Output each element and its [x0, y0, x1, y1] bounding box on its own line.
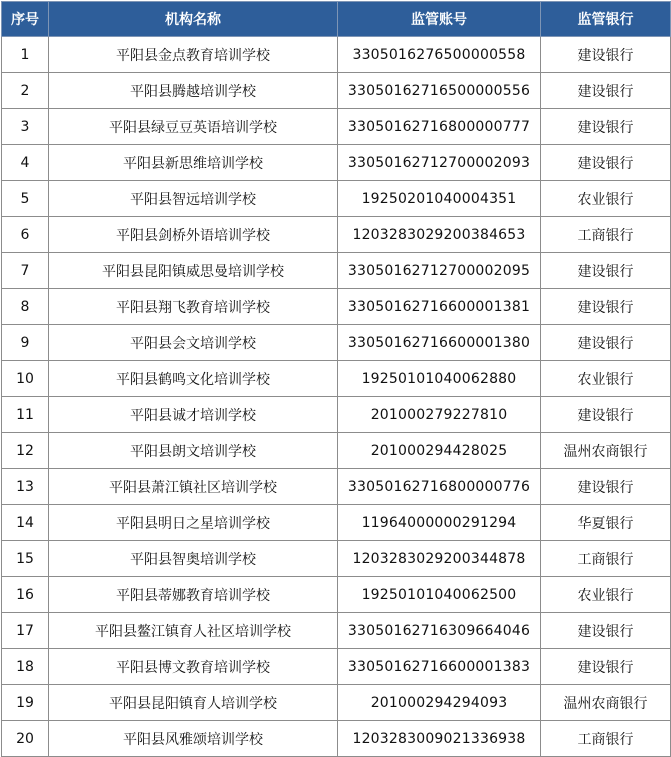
- cell-bank: 工商银行: [541, 217, 671, 253]
- cell-account: 33050162712700002095: [338, 253, 541, 289]
- cell-name: 平阳县腾越培训学校: [49, 73, 338, 109]
- cell-bank: 建设银行: [541, 73, 671, 109]
- table-row: [2, 433, 671, 469]
- cell-index: 19: [2, 685, 49, 721]
- cell-bank: 华夏银行: [541, 505, 671, 541]
- table-row: [2, 181, 671, 217]
- cell-name: 平阳县博文教育培训学校: [49, 649, 338, 685]
- cell-account: 33050162716600001383: [338, 649, 541, 685]
- cell-index: 18: [2, 649, 49, 685]
- cell-index: 4: [2, 145, 49, 181]
- table-row: [2, 649, 671, 685]
- cell-bank: 建设银行: [541, 37, 671, 73]
- cell-name: 平阳县会文培训学校: [49, 325, 338, 361]
- table-row: [2, 577, 671, 613]
- cell-bank: 建设银行: [541, 649, 671, 685]
- cell-index: 2: [2, 73, 49, 109]
- cell-name: 平阳县智远培训学校: [49, 181, 338, 217]
- cell-index: 3: [2, 109, 49, 145]
- cell-account: 11964000000291294: [338, 505, 541, 541]
- cell-name: 平阳县朗文培训学校: [49, 433, 338, 469]
- table-row: [2, 721, 671, 757]
- cell-account: 33050162716309664046: [338, 613, 541, 649]
- table-row: [2, 361, 671, 397]
- header-index: 序号: [2, 2, 49, 37]
- cell-name: 平阳县诚才培训学校: [49, 397, 338, 433]
- cell-account: 33050162712700002093: [338, 145, 541, 181]
- cell-bank: 温州农商银行: [541, 685, 671, 721]
- cell-bank: 建设银行: [541, 397, 671, 433]
- cell-index: 17: [2, 613, 49, 649]
- cell-index: 15: [2, 541, 49, 577]
- table-row: [2, 253, 671, 289]
- cell-account: 33050162716600001381: [338, 289, 541, 325]
- table-row: [2, 505, 671, 541]
- table-row: [2, 37, 671, 73]
- table-row: [2, 217, 671, 253]
- cell-account: 201000294428025: [338, 433, 541, 469]
- cell-index: 9: [2, 325, 49, 361]
- header-account: 监管账号: [338, 2, 541, 37]
- cell-account: 33050162716800000776: [338, 469, 541, 505]
- institution-table: [1, 1, 671, 757]
- cell-bank: 建设银行: [541, 145, 671, 181]
- cell-name: 平阳县翔飞教育培训学校: [49, 289, 338, 325]
- table-row: [2, 397, 671, 433]
- table-row: [2, 613, 671, 649]
- table-row: [2, 469, 671, 505]
- cell-bank: 建设银行: [541, 469, 671, 505]
- table-row: [2, 109, 671, 145]
- cell-name: 平阳县鹤鸣文化培训学校: [49, 361, 338, 397]
- cell-account: 3305016276500000558: [338, 37, 541, 73]
- cell-name: 平阳县绿豆豆英语培训学校: [49, 109, 338, 145]
- cell-index: 20: [2, 721, 49, 757]
- cell-account: 1203283029200384653: [338, 217, 541, 253]
- cell-bank: 建设银行: [541, 109, 671, 145]
- cell-name: 平阳县金点教育培训学校: [49, 37, 338, 73]
- table-row: [2, 73, 671, 109]
- table-row: [2, 541, 671, 577]
- cell-bank: 工商银行: [541, 541, 671, 577]
- table-body: [2, 37, 671, 757]
- cell-account: 201000279227810: [338, 397, 541, 433]
- cell-bank: 温州农商银行: [541, 433, 671, 469]
- cell-index: 12: [2, 433, 49, 469]
- cell-bank: 农业银行: [541, 577, 671, 613]
- cell-index: 10: [2, 361, 49, 397]
- cell-index: 11: [2, 397, 49, 433]
- cell-index: 13: [2, 469, 49, 505]
- cell-index: 14: [2, 505, 49, 541]
- cell-account: 19250101040062500: [338, 577, 541, 613]
- cell-index: 5: [2, 181, 49, 217]
- cell-bank: 农业银行: [541, 181, 671, 217]
- cell-account: 33050162716800000777: [338, 109, 541, 145]
- cell-name: 平阳县昆阳镇育人培训学校: [49, 685, 338, 721]
- cell-name: 平阳县鳌江镇育人社区培训学校: [49, 613, 338, 649]
- cell-bank: 建设银行: [541, 289, 671, 325]
- cell-account: 19250101040062880: [338, 361, 541, 397]
- cell-name: 平阳县蒂娜教育培训学校: [49, 577, 338, 613]
- header-bank: 监管银行: [541, 2, 671, 37]
- table-header-row: [2, 2, 671, 37]
- header-name: 机构名称: [49, 2, 338, 37]
- cell-name: 平阳县新思维培训学校: [49, 145, 338, 181]
- cell-name: 平阳县智奥培训学校: [49, 541, 338, 577]
- cell-account: 33050162716600001380: [338, 325, 541, 361]
- cell-name: 平阳县昆阳镇威思曼培训学校: [49, 253, 338, 289]
- cell-name: 平阳县明日之星培训学校: [49, 505, 338, 541]
- cell-name: 平阳县剑桥外语培训学校: [49, 217, 338, 253]
- cell-account: 1203283029200344878: [338, 541, 541, 577]
- cell-name: 平阳县风雅颂培训学校: [49, 721, 338, 757]
- cell-bank: 建设银行: [541, 613, 671, 649]
- cell-index: 1: [2, 37, 49, 73]
- cell-bank: 建设银行: [541, 253, 671, 289]
- cell-index: 16: [2, 577, 49, 613]
- cell-index: 7: [2, 253, 49, 289]
- cell-bank: 工商银行: [541, 721, 671, 757]
- table-row: [2, 145, 671, 181]
- table-row: [2, 325, 671, 361]
- cell-bank: 建设银行: [541, 325, 671, 361]
- cell-name: 平阳县萧江镇社区培训学校: [49, 469, 338, 505]
- cell-bank: 农业银行: [541, 361, 671, 397]
- cell-account: 1203283009021336938: [338, 721, 541, 757]
- cell-account: 19250201040004351: [338, 181, 541, 217]
- cell-account: 201000294294093: [338, 685, 541, 721]
- cell-account: 33050162716500000556: [338, 73, 541, 109]
- table-row: [2, 289, 671, 325]
- table-row: [2, 685, 671, 721]
- cell-index: 8: [2, 289, 49, 325]
- cell-index: 6: [2, 217, 49, 253]
